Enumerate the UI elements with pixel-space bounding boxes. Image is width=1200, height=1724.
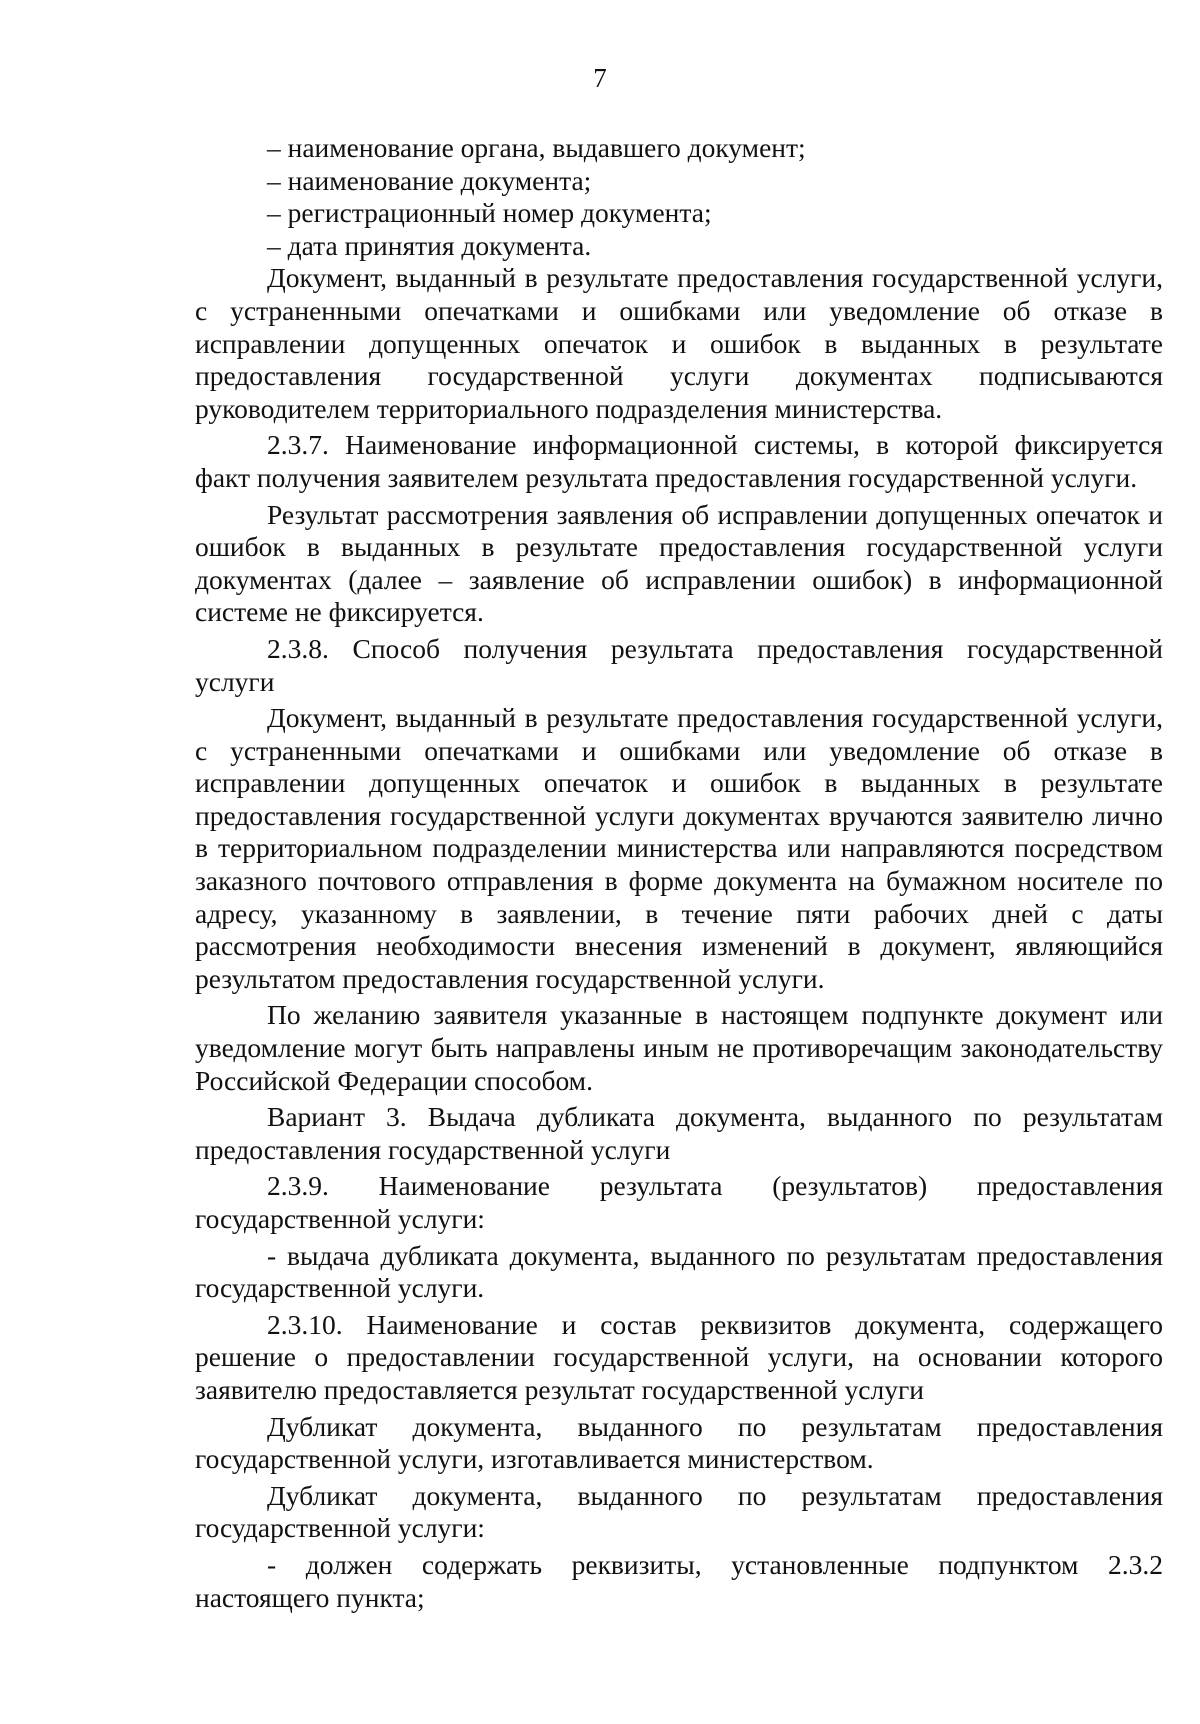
section-2-3-9-heading: 2.3.9. Наименование результата (результатов) предоставления государственной услуги:: [195, 1170, 1163, 1234]
page-number: 7: [593, 63, 607, 93]
variant-3-heading: Вариант 3. Выдача дубликата документа, выданного по результатам предоставления государственной услуги: [195, 1101, 1163, 1165]
paragraph-delivery-method: Документ, выданный в результате предоставления государственной услуги, с устраненными опечатками и ошибками или уведомление об отказе в исправлении допущенных опечаток и ошибок в выданных в результате предоставления государственной услуги документах вручаются заявителю лично в территориальном подразделении министерства или направляются посредством заказного почтового отправления в форме документа на бумажном носителе по адресу, указанному в заявлении, в течение пяти рабочих дней с даты рассмотрения необходимости внесения изменений в документ, являющийся результатом предоставления государственной услуги.: [195, 702, 1163, 994]
paragraph-applicant-request: По желанию заявителя указанные в настоящем подпункте документ или уведомление могут быть направлены иным не противоречащим законодательству Российской Федерации способом.: [195, 999, 1163, 1096]
list-item-registration-number: – регистрационный номер документа;: [267, 197, 712, 229]
section-2-3-8-heading: 2.3.8. Способ получения результата предоставления государственной услуги: [195, 632, 1163, 697]
paragraph-duplicate-requirements: Дубликат документа, выданного по результатам предоставления государственной услуги:: [195, 1479, 1163, 1544]
section-2-3-10-heading: 2.3.10. Наименование и состав реквизитов документа, содержащего решение о предоставлении государственной услуги, на основании которого заявителю предоставляется результат государственной услуги: [195, 1308, 1163, 1405]
list-item-adoption-date: – дата принятия документа.: [267, 229, 592, 261]
list-item-duplicate-issue: - выдача дубликата документа, выданного по результатам предоставления государственной услуги.: [195, 1239, 1163, 1304]
list-item-issuing-authority: – наименование органа, выдавшего документ;: [267, 132, 806, 163]
list-item-requisites: - должен содержать реквизиты, установленные подпунктом 2.3.2 настоящего пункта;: [195, 1548, 1163, 1613]
paragraph-duplicate-produced: Дубликат документа, выданного по результатам предоставления государственной услуги, изготавливается министерством.: [195, 1410, 1163, 1475]
section-2-3-7-heading: 2.3.7. Наименование информационной системы, в которой фиксируется факт получения заявителем результата предоставления государственной услуги.: [195, 429, 1163, 493]
list-item-document-name: – наименование документа;: [267, 164, 592, 196]
paragraph-signing: Документ, выданный в результате предоставления государственной услуги, с устраненными опечатками и ошибками или уведомление об отказе в исправлении допущенных опечаток и ошибок в выданных в результате предоставления государственной услуги документах подписываются руководителем территориального подразделения министерства.: [195, 262, 1163, 424]
paragraph-not-recorded: Результат рассмотрения заявления об исправлении допущенных опечаток и ошибок в выданных в результате предоставления государственной услуги документах (далее – заявление об исправлении ошибок) в информационной системе не фиксируется.: [195, 498, 1163, 628]
document-body: [195, 132, 1163, 1614]
